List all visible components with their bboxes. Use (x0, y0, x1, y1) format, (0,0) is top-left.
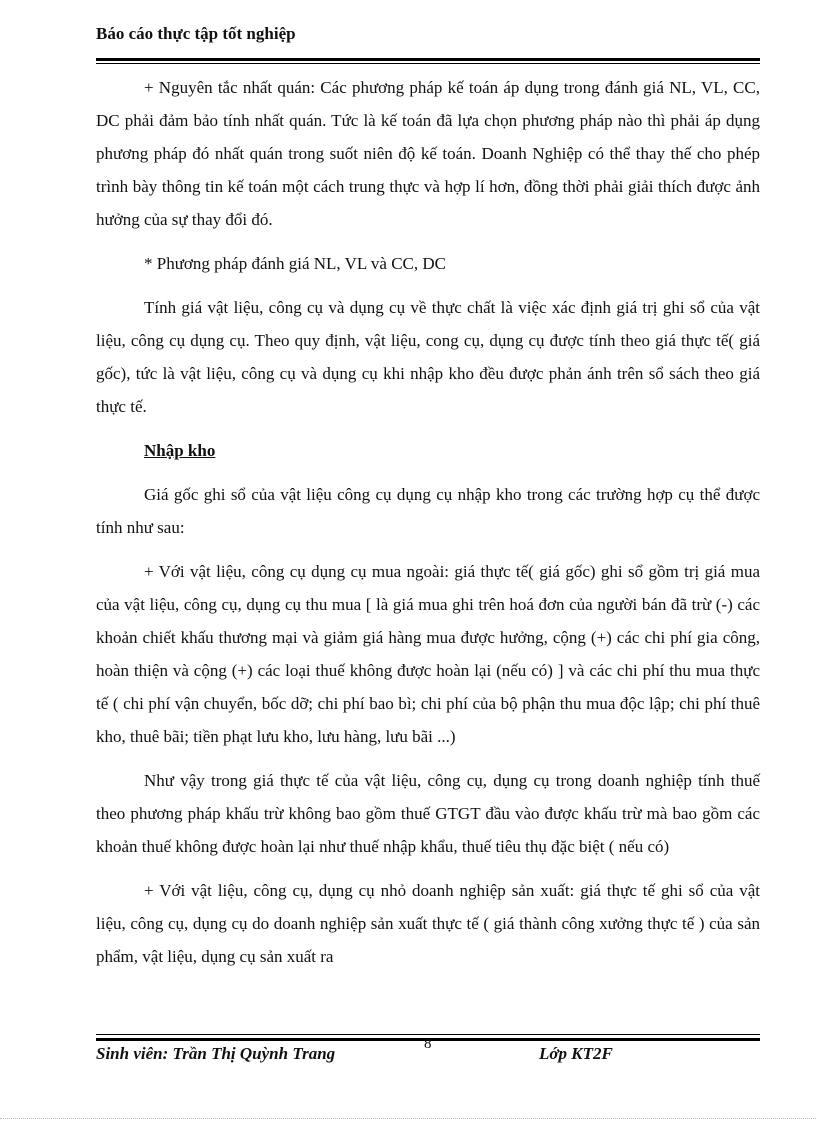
paragraph-tax-note: Như vậy trong giá thực tế của vật liệu, công cụ, dụng cụ trong doanh nghiệp tính thuế theo phương pháp khấu trừ không bao gồm thuế GTGT đầu vào được khấu trừ mà bao gồm các khoản thuế không được hoàn lại như thuế nhập khẩu, thuế tiêu thụ đặc biệt ( nếu có) (96, 771, 760, 856)
page-header (96, 22, 760, 46)
document-body (96, 71, 760, 973)
paragraph-self-produced: + Với vật liệu, công cụ, dụng cụ nhỏ doanh nghiệp sản xuất: giá thực tế ghi sổ của vật liệu, công cụ, dụng cụ do doanh nghiệp sản xuất thực tế ( giá thành công xưởng thực tế ) của sản phẩm, vật liệu, dụng cụ sản xuất ra (96, 881, 760, 966)
section-heading-text: Nhập kho (144, 441, 216, 460)
page-footer (96, 1036, 760, 1070)
section-heading-receipt (96, 434, 760, 467)
header-rule-thin (96, 63, 760, 64)
footer-rule-thin (96, 1034, 760, 1035)
paragraph-valuation-method: * Phương pháp đánh giá NL, VL và CC, DC (144, 254, 446, 273)
student-name: Sinh viên: Trần Thị Quỳnh Trang (96, 1044, 336, 1063)
paragraph-consistency-principle: + Nguyên tắc nhất quán: Các phương pháp kế toán áp dụng trong đánh giá NL, VL, CC, DC phải đảm bảo tính nhất quán. Tức là kế toán đã lựa chọn phương pháp nào thì phải áp dụng phương pháp đó nhất quán trong suốt niên độ kế toán. Doanh Nghiệp có thể thay thế cho phép trình bày thông tin kế toán một cách trung thực và hợp lí hơn, đồng thời phải giải thích được ảnh hưởng của sự thay đổi đó. (96, 78, 760, 229)
class-name: Lớp KT2F (539, 1044, 613, 1063)
paragraph-purchased-materials: + Với vật liệu, công cụ dụng cụ mua ngoài: giá thực tế( giá gốc) ghi sổ gồm trị giá mua của vật liệu, công cụ, dụng cụ thu mua [ là giá mua ghi trên hoá đơn của người bán đã trừ (-) các khoản chiết khấu thương mại và giảm giá hàng mua được hưởng, cộng (+) các chi phí gia công, hoàn thiện và cộng (+) các loại thuế không được hoàn lại (nếu có) ] và các chi phí thu mua thực tế ( chi phí vận chuyển, bốc dỡ; chi phí bao bì; chi phí của bộ phận thu mua độc lập; chi phí thuê kho, thuê bãi; tiền phạt lưu kho, lưu hàng, lưu bãi ...) (96, 562, 760, 746)
paragraph-original-cost: Giá gốc ghi sổ của vật liệu công cụ dụng cụ nhập kho trong các trường hợp cụ thể được tính như sau: (96, 485, 760, 537)
page-edge-divider (0, 1118, 816, 1119)
report-title: Báo cáo thực tập tốt nghiệp (96, 24, 296, 43)
paragraph-valuation-description: Tính giá vật liệu, công cụ và dụng cụ về thực chất là việc xác định giá trị ghi sổ của vật liệu, công cụ dụng cụ. Theo quy định, vật liệu, cong cụ, dụng cụ được tính theo giá thực tế( giá gốc), tức là vật liệu, công cụ và dụng cụ khi nhập kho đều được phản ánh trên sổ sách theo giá thực tế. (96, 298, 760, 416)
page-number: 8 (424, 1036, 432, 1052)
header-rule-thick (96, 58, 760, 61)
